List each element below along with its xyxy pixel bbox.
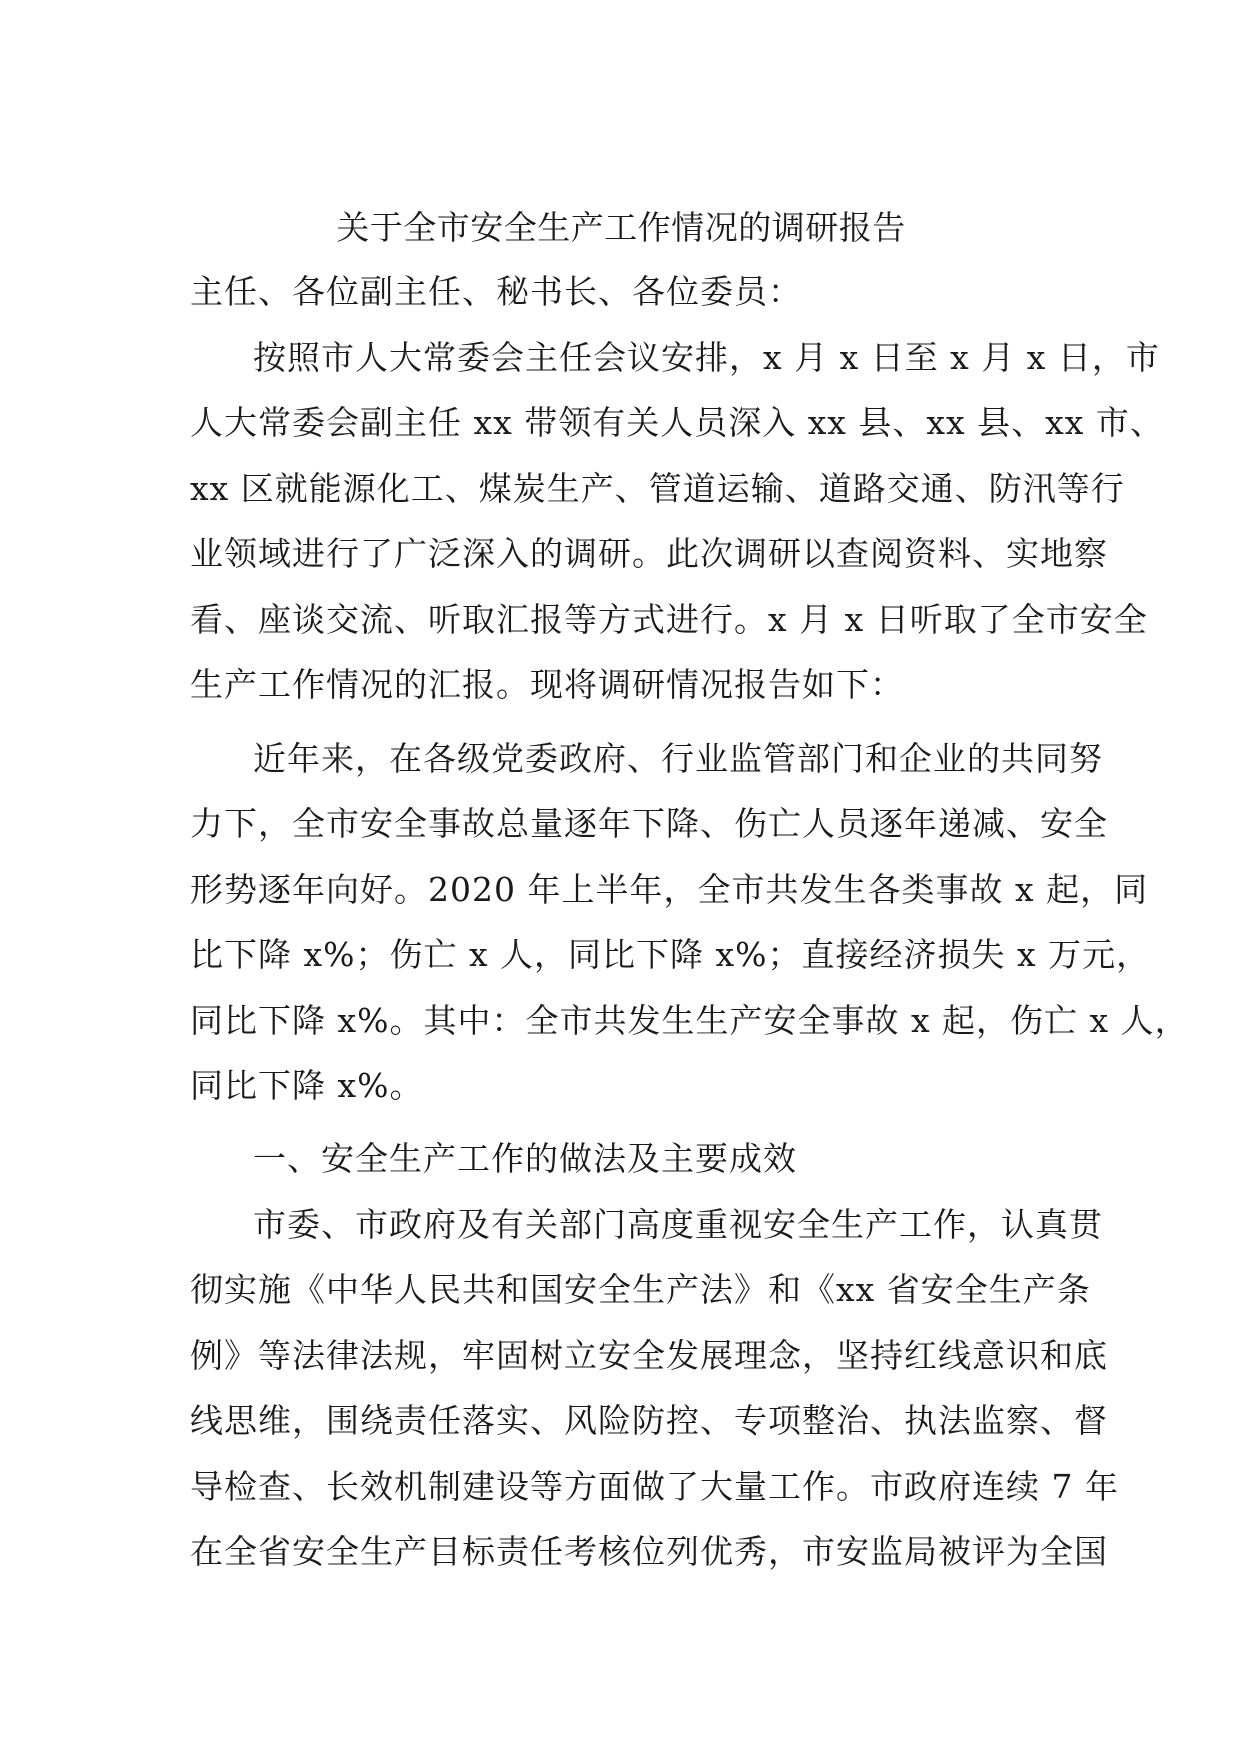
document-title: 关于全市安全生产工作情况的调研报告 [336, 208, 906, 247]
body-line: 在全省安全生产目标责任考核位列优秀，市安监局被评为全国 [190, 1532, 1108, 1571]
body-line: 导检查、长效机制建设等方面做了大量工作。市政府连续 7 年 [190, 1467, 1119, 1506]
salutation-line: 主任、各位副主任、秘书长、各位委员： [190, 272, 802, 311]
body-line: 线思维，围绕责任落实、风险防控、专项整治、执法监察、督 [190, 1401, 1108, 1440]
body-line: 看、座谈交流、听取汇报等方式进行。x 月 x 日听取了全市安全 [190, 600, 1148, 639]
body-line: 市委、市政府及有关部门高度重视安全生产工作，认真贯 [253, 1205, 1103, 1244]
body-line: 同比下降 x%。其中：全市共发生生产安全事故 x 起，伤亡 x 人， [190, 1001, 1189, 1040]
body-line: 彻实施《中华人民共和国安全生产法》和《xx 省安全生产条 [190, 1270, 1091, 1309]
body-line: 生产工作情况的汇报。现将调研情况报告如下： [190, 665, 904, 704]
section-heading: 一、安全生产工作的做法及主要成效 [253, 1139, 797, 1178]
body-line: 业领域进行了广泛深入的调研。此次调研以查阅资料、实地察 [190, 534, 1108, 573]
body-line: 同比下降 x%。 [190, 1066, 424, 1105]
body-line: 人大常委会副主任 xx 带领有关人员深入 xx 县、xx 县、xx 市、 [190, 403, 1164, 442]
body-line: 力下，全市安全事故总量逐年下降、伤亡人员逐年递减、安全 [190, 804, 1108, 843]
body-line: 近年来，在各级党委政府、行业监管部门和企业的共同努 [253, 739, 1103, 778]
body-line: xx 区就能源化工、煤炭生产、管道运输、道路交通、防汛等行 [190, 469, 1125, 508]
body-line: 按照市人大常委会主任会议安排，x 月 x 日至 x 月 x 日，市 [253, 338, 1160, 377]
body-line: 形势逐年向好。2020 年上半年，全市共发生各类事故 x 起，同 [190, 870, 1149, 909]
body-line: 例》等法律法规，牢固树立安全发展理念，坚持红线意识和底 [190, 1336, 1108, 1375]
body-line: 比下降 x%；伤亡 x 人，同比下降 x%；直接经济损失 x 万元， [190, 935, 1151, 974]
